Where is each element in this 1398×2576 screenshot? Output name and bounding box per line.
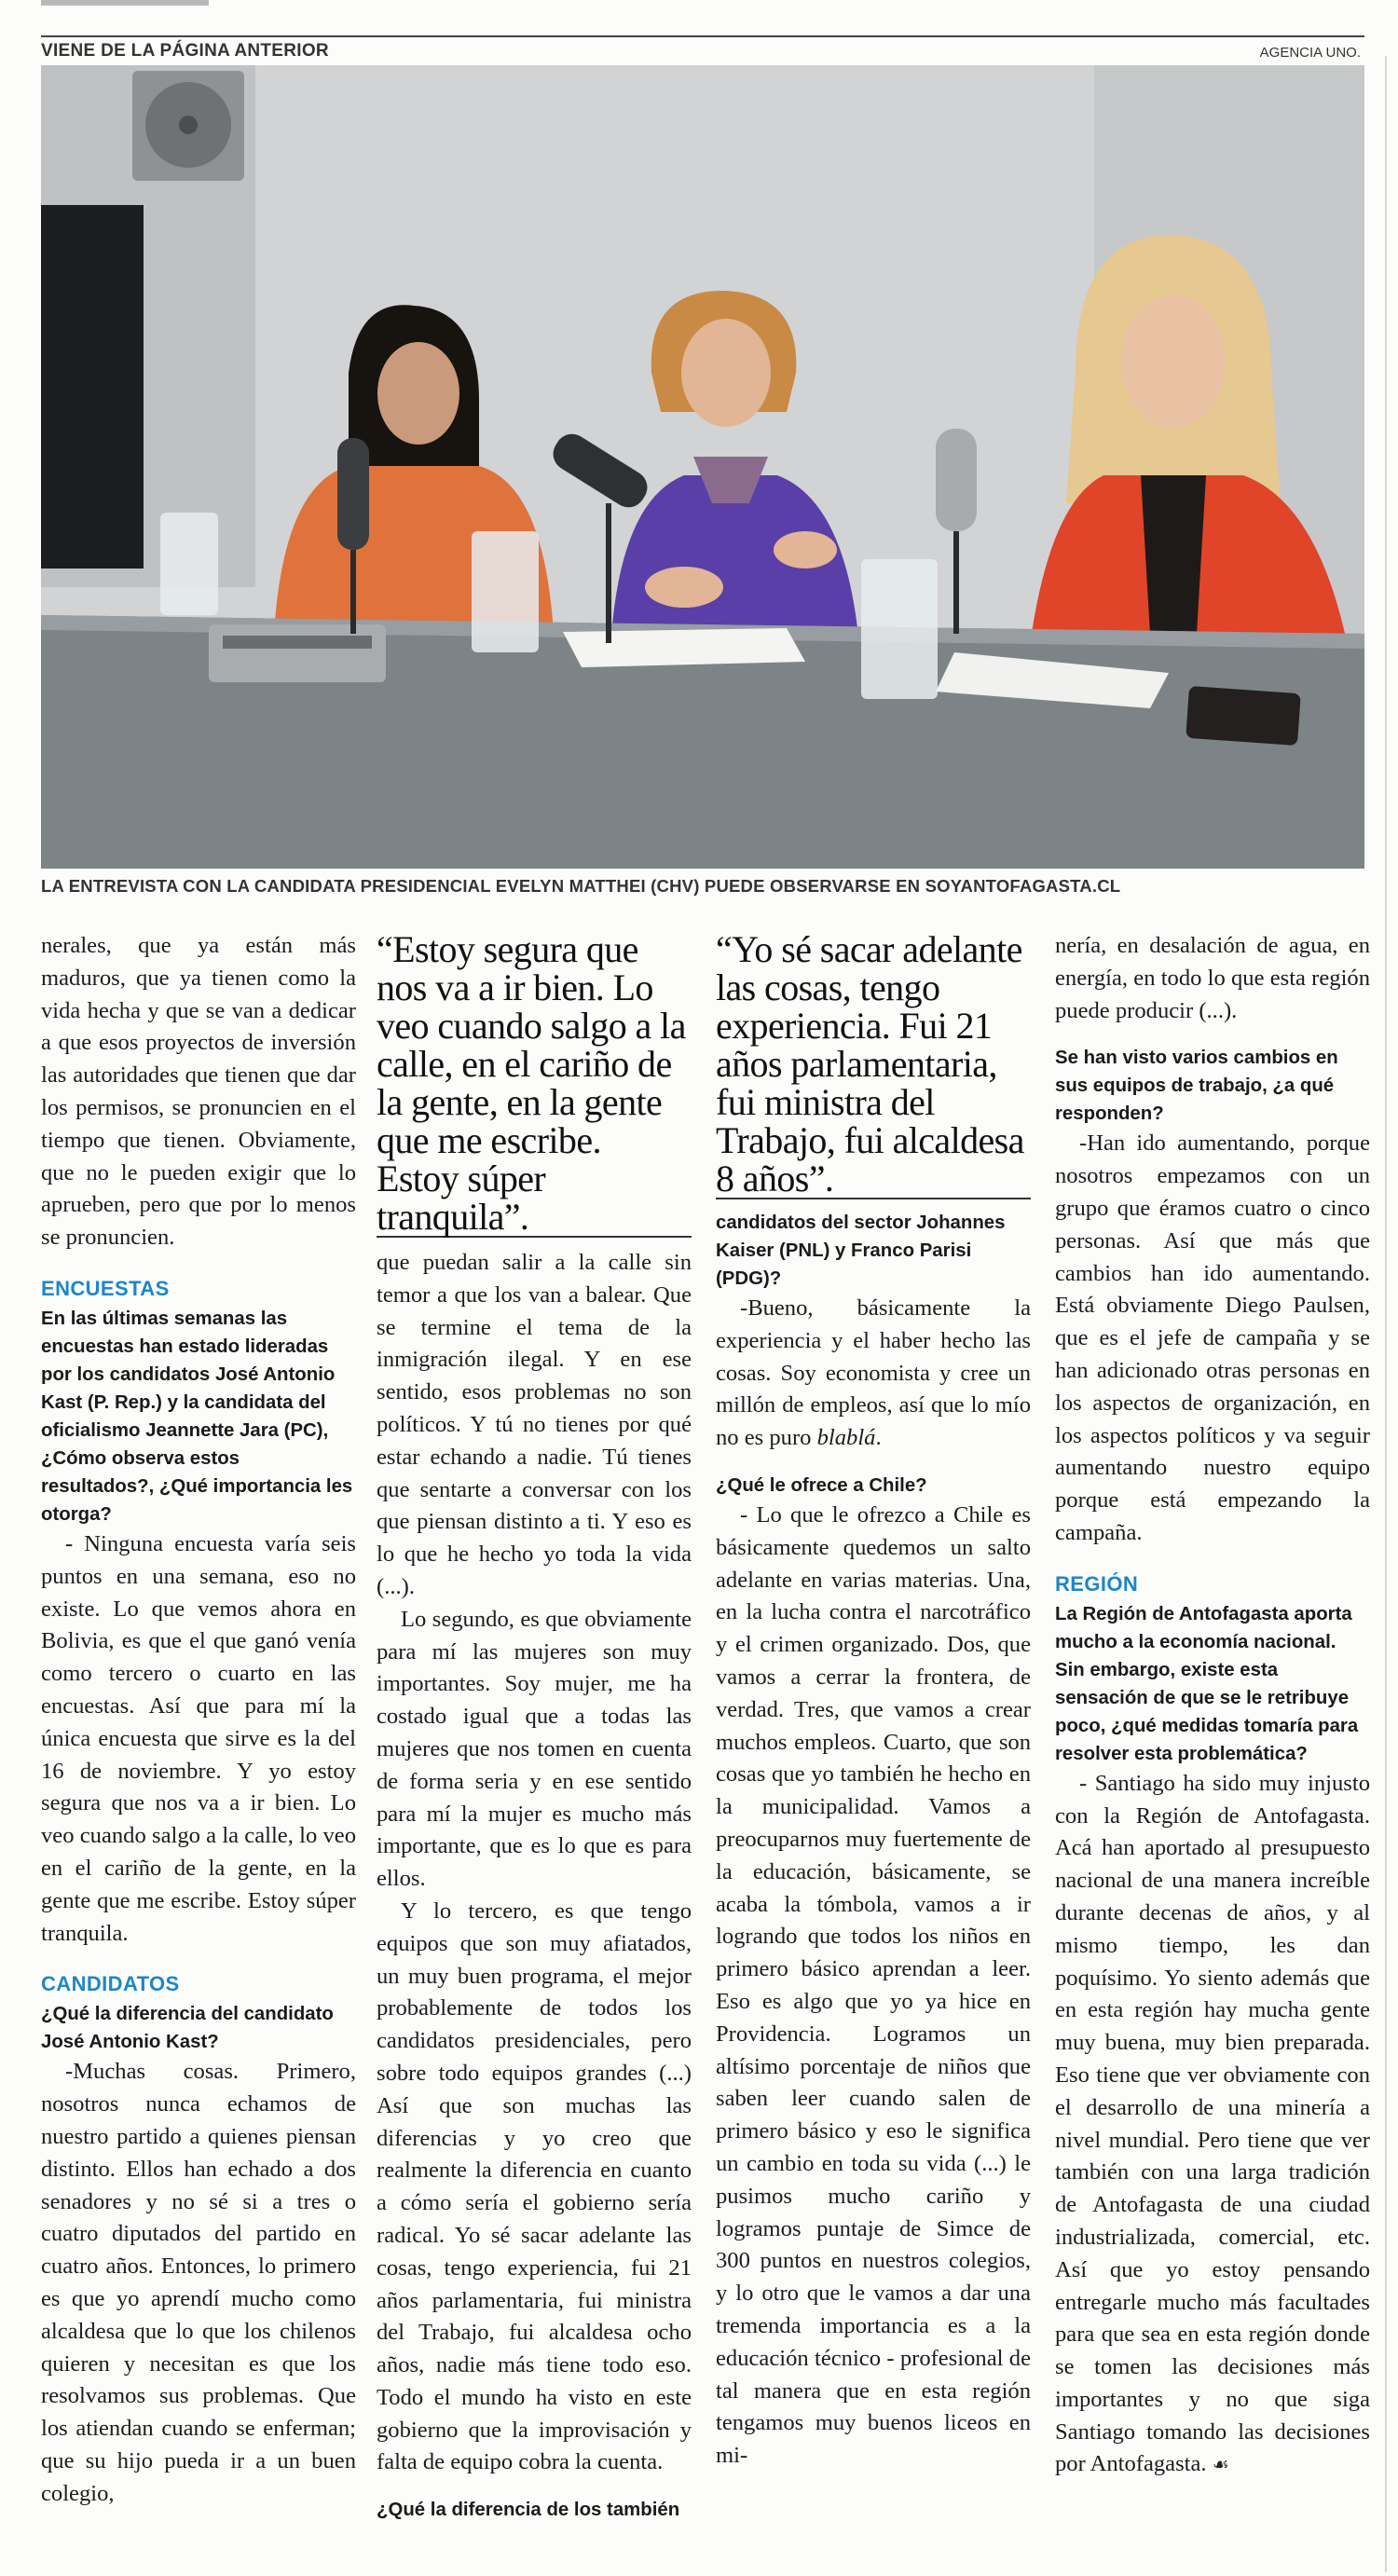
interview-answer: -Han ido aumentando, porque nosotros empezamos con un grupo que éramos cuatro o cinco personas. Así que más que cambios han ido aumentando. Está obviamente Diego Paulsen, que es el jefe de campaña y se han adicionado otras personas en los aspectos de organización, en los aspectos políticos y va seguir aumentando nuestro equipo porque está empezando la campaña. bbox=[1055, 1130, 1370, 1545]
answer-text: -Bueno, básicamente la experiencia y el haber hecho las cosas. Soy economista y cree un millón de empleos, así que lo mío no es puro bbox=[716, 1295, 1031, 1451]
photo-credit: AGENCIA UNO. bbox=[1259, 45, 1361, 61]
section-heading-region: REGIÓN bbox=[1055, 1571, 1139, 1596]
interview-answer: - Ninguna encuesta varía seis puntos en una semana, eso no existe. Lo que vemos ahora en Bolivia, es que el que ganó venía como tercero o cuarto en las encuestas. Así que para mí la única encuesta que sirve es la del 16 de noviembre. Y yo estoy segura que nos va a ir bien. Lo veo cuando salgo a la calle, lo veo en el cariño de la gente, en la gente que me escribe. Estoy súper tranquila. bbox=[41, 1530, 356, 1946]
interview-question: ¿Qué la diferencia de los también bbox=[377, 2500, 680, 2521]
section-heading-candidatos: CANDIDATOS bbox=[41, 1972, 180, 1996]
interview-photo bbox=[41, 65, 1364, 869]
paragraph: Lo segundo, es que obviamente para mí las mujeres son muy importantes. Soy mujer, me ha costado igual que a todas las mujeres que nos tomen en cuenta de forma seria y en ese sentido para mí la mujer es mucho más importante, que es lo que es para ellos. bbox=[377, 1606, 692, 1892]
interview-question: La Región de Antofagasta aporta mucho a la economía nacional. Sin embargo, existe esta sensación de que se le retribuye poco, ¿qué medidas tomaría para resolver esta problemática? bbox=[1055, 1603, 1359, 1764]
photo-caption: LA ENTREVISTA CON LA CANDIDATA PRESIDENCIAL EVELYN MATTHEI (CHV) PUEDE OBSERVARSE EN SOYANTOFAGASTA.CL bbox=[41, 876, 1121, 896]
pull-quote: “Estoy segura que nos va a ir bien. Lo veo cuando salgo a la calle, en el cariño de la gente, en la gente que me escribe. Estoy súper tranquila”. bbox=[377, 928, 686, 1238]
answer-text: - Santiago ha sido muy injusto con la Región de Antofagasta. Acá han aportado al presupuesto nacional de una manera increíble durante decenas de años, y al mismo tiempo, les dan poquísimo. Yo siento además que en esta región hay mucha gente muy buena, muy bien preparada. Eso tiene que ver obviamente con el desarrollo de una minería a nivel mundial. Pero tiene que ver también con una larga tradición de Antofagasta de una ciudad industrializada, comercial, etc. Así que yo estoy pensando entregarle mucho más facultades para que sea en esta región donde se tomen las decisiones más importantes y no que siga Santiago tomando las decisiones por Antofagasta. bbox=[1055, 1770, 1370, 2477]
interview-answer bbox=[1055, 1768, 1370, 2482]
interview-answer: - Lo que le ofrezco a Chile es básicamente quedemos un salto adelante en varias materias. Una, en la lucha contra el narcotráfico y el crimen organizado. Dos, que vamos a cerrar la frontera, de verdad. Tres, que vamos a crear muchos empleos. Cuarto, que son cosas que yo también he hecho en la municipalidad. Vamos a preocuparnos muy fuertemente de la educación, básicamente, se acaba la tómbola, vamos a ir logrando que todos los niños en primero básico aprendan a leer. Eso es algo que yo ya hice en Providencia. Logramos un altísimo porcentaje de niños que saben leer cuando salen de primero básico y eso le significa un cambio en toda su vida (...) le pusimos mucho cariño y logramos puntaje de Simce de 300 puntos en nuestros colegios, y lo otro que le vamos a dar una tremenda importancia es a la educación técnico - profesional de tal manera que en esta región tengamos muy buenos liceos en mi- bbox=[716, 1501, 1031, 2469]
page-header-rule bbox=[41, 0, 1364, 37]
interview-question: candidatos del sector Johannes Kaiser (PNL) y Franco Parisi (PDG)? bbox=[716, 1213, 1006, 1289]
answer-text-end: . bbox=[875, 1425, 882, 1451]
interview-question: Se han visto varios cambios en sus equipos de trabajo, ¿a qué responden? bbox=[1055, 1048, 1338, 1125]
end-of-article-icon: ☙ bbox=[1212, 2453, 1229, 2476]
paragraph: nerales, que ya están más maduros, que ya tienen como la vida hecha y que se van a dedicar a que esos proyectos de inversión las autoridades que tienen que dar los permisos, se pronuncien en el tiempo que tienen. Obviamente, que no le pueden exigir que lo aprueben, pero que por lo menos se pronuncien. bbox=[41, 933, 356, 1251]
interview-answer: -Muchas cosas. Primero, nosotros nunca echamos de nuestro partido a quienes piensan distinto. Ellos han echado a dos senadores y no sé si a tres o cuatro diputados del partido en cuatro años. Entonces, lo primero es que yo aprendí mucho como alcaldesa que lo que los chilenos quieren y necesitan es que los resolvamos sus problemas. Que los atiendan cuando se enferman; que su hijo pueda ir a un buen colegio, bbox=[41, 2059, 356, 2506]
page-edge-line bbox=[1385, 56, 1387, 2572]
interview-question: En las últimas semanas las encuestas han estado lideradas por los candidatos José Antonio Kast (P. Rep.) y la candidata del oficialismo Jeannette Jara (PC), ¿Cómo observa estos resultados?, ¿Qué importancia les otorga? bbox=[41, 1308, 353, 1525]
paragraph: Y lo tercero, es que tengo equipos que son muy afiatados, un muy buen programa, el mejor probablemente de todos los candidatos presidenciales, pero sobre todo equipos grandes (...) Así que son muchas las diferencias y yo creo que realmente la diferencia en cuanto a cómo sería el gobierno sería radical. Yo sé sacar adelante las cosas, tengo experiencia, fui 21 años parlamentaria, fui ministra del Trabajo, fui alcaldesa ocho años, nadie más tiene todo eso. Todo el mundo ha visto en este gobierno que la improvisación y falta de equipo cobra la cuenta. bbox=[377, 1898, 692, 2475]
article-column-1 bbox=[41, 930, 356, 2510]
continued-from-label: VIENE DE LA PÁGINA ANTERIOR bbox=[41, 41, 329, 61]
article-column-2 bbox=[377, 930, 692, 2524]
interview-answer bbox=[716, 1293, 1031, 1455]
section-heading-encuestas: ENCUESTAS bbox=[41, 1276, 170, 1300]
interview-question: ¿Qué la diferencia del candidato José Antonio Kast? bbox=[41, 2004, 334, 2053]
pull-quote: “Yo sé sacar adelante las cosas, tengo experiencia. Fui 21 años parlamentaria, fui ministra del Trabajo, fui alcaldesa 8 años”. bbox=[716, 928, 1024, 1199]
paragraph: nería, en desalación de agua, en energía, en todo lo que esta región puede producir (...). bbox=[1055, 933, 1370, 1023]
interview-photo-illustration bbox=[41, 65, 1364, 869]
paragraph: que puedan salir a la calle sin temor a que los van a balear. Que se termine el tema de la inmigración ilegal. Y en ese sentido, esos problemas no son políticos. Y tú no tienes por qué estar echando a nadie. Tú tienes que sentarte a conversar con los que piensan distinto a ti. Y eso es lo que he hecho yo toda la vida (...). bbox=[377, 1250, 692, 1599]
cropped-section-title bbox=[41, 0, 209, 6]
article-column-4 bbox=[1055, 930, 1370, 2481]
answer-emphasis: blablá bbox=[816, 1425, 876, 1451]
article-column-3 bbox=[716, 930, 1031, 2473]
interview-question: ¿Qué le ofrece a Chile? bbox=[716, 1474, 927, 1496]
